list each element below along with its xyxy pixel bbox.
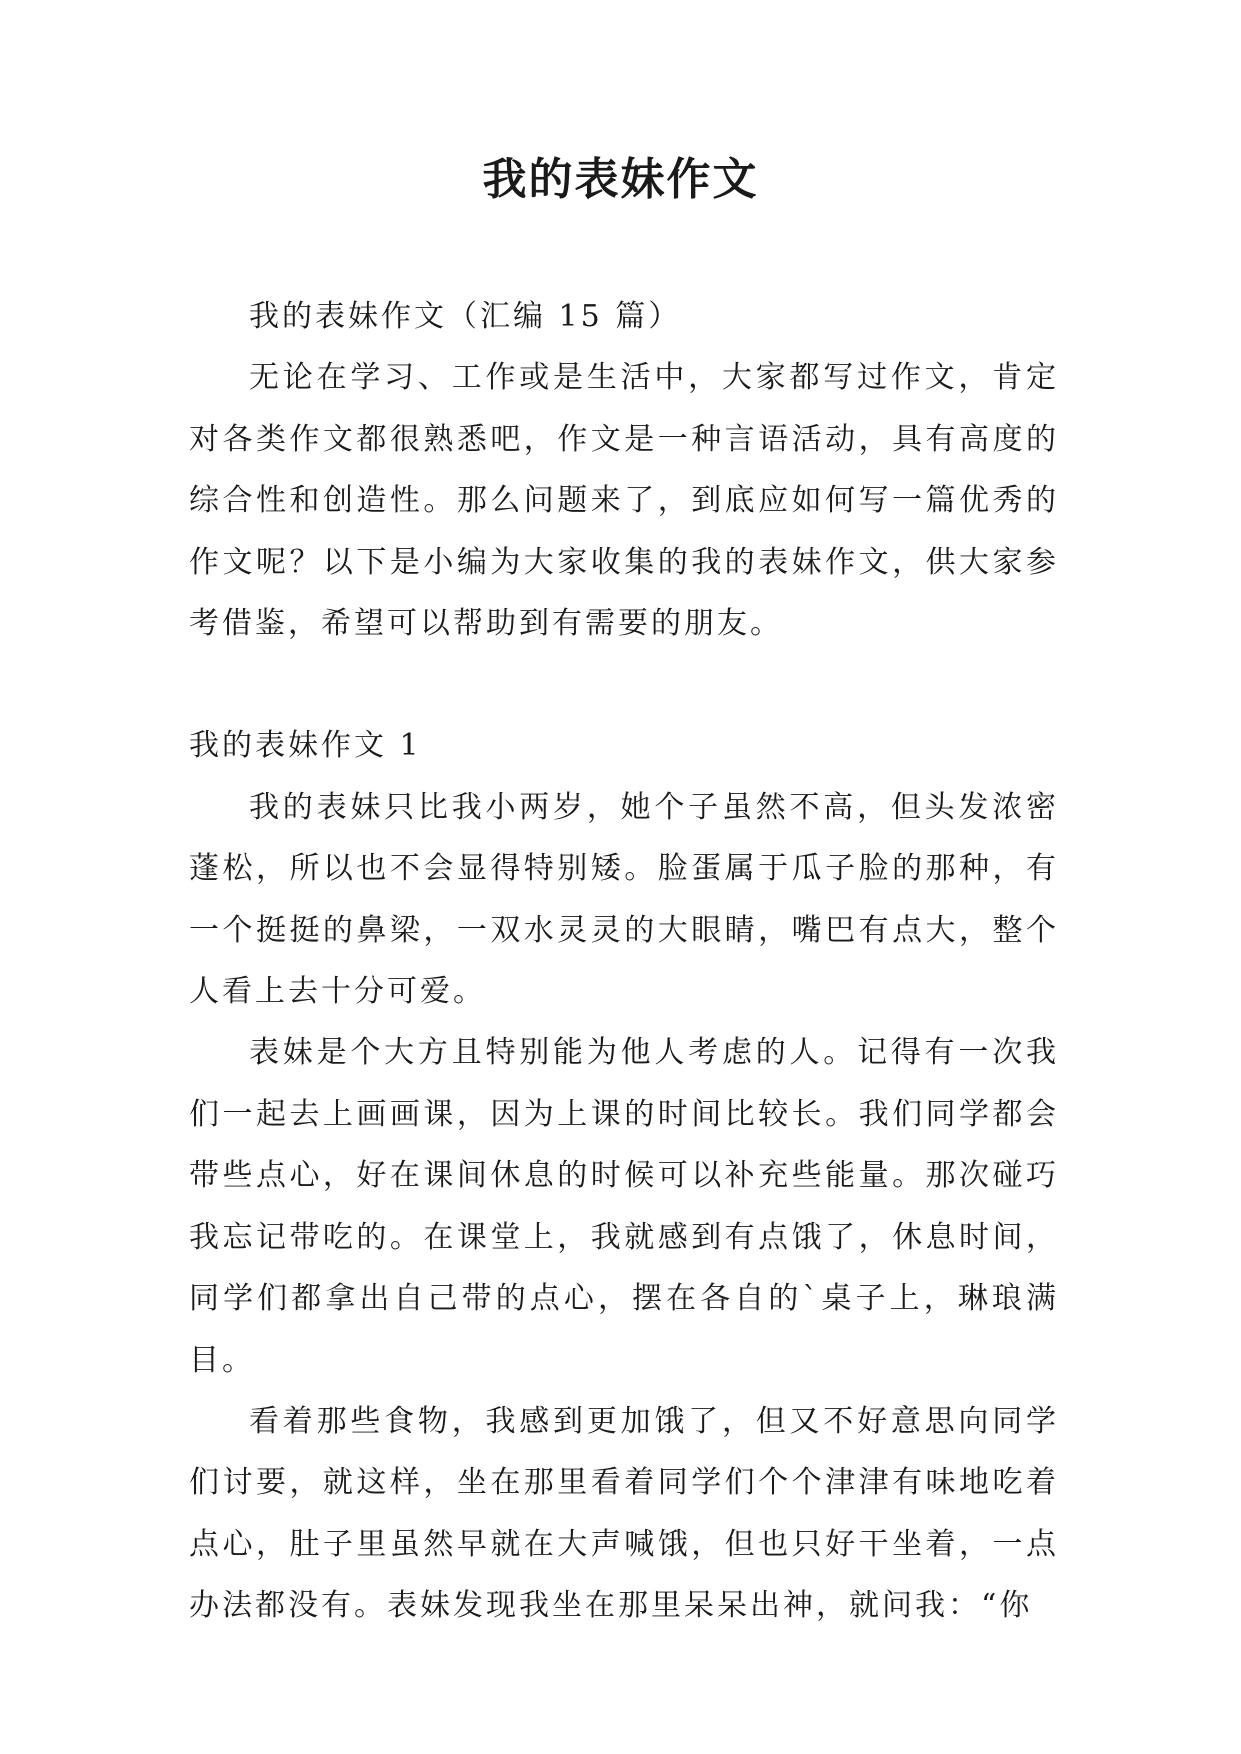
document-subtitle: 我的表妹作文（汇编 15 篇） bbox=[249, 299, 682, 334]
document-body bbox=[189, 286, 1059, 1637]
document-title: 我的表妹作文 bbox=[482, 154, 759, 205]
intro-paragraph: 无论在学习、工作或是生活中，大家都写过作文，肯定对各类作文都很熟悉吧，作文是一种言语活动，具有高度的综合性和创造性。那么问题来了，到底应如何写一篇优秀的作文呢？以下是小编为大家收集的我的表妹作文，供大家参考借鉴，希望可以帮助到有需要的朋友。 bbox=[189, 360, 1059, 642]
body-paragraph: 看着那些食物，我感到更加饿了，但又不好意思向同学们讨要，就这样，坐在那里看着同学们个个津津有味地吃着点心，肚子里虽然早就在大声喊饿，但也只好干坐着，一点办法都没有。表妹发现我坐在那里呆呆出神，就问我：“你 bbox=[189, 1403, 1059, 1624]
body-paragraph: 表妹是个大方且特别能为他人考虑的人。记得有一次我们一起去上画画课，因为上课的时间比较长。我们同学都会带些点心，好在课间休息的时候可以补充些能量。那次碰巧我忘记带吃的。在课堂上，我就感到有点饿了，休息时间，同学们都拿出自己带的点心，摆在各自的`桌子上，琳琅满目。 bbox=[189, 1035, 1059, 1378]
section-heading: 我的表妹作文 1 bbox=[189, 728, 422, 764]
body-paragraph: 我的表妹只比我小两岁，她个子虽然不高，但头发浓密蓬松，所以也不会显得特别矮。脸蛋属于瓜子脸的那种，有一个挺挺的鼻梁，一双水灵灵的大眼睛，嘴巴有点大，整个人看上去十分可爱。 bbox=[189, 789, 1059, 1010]
